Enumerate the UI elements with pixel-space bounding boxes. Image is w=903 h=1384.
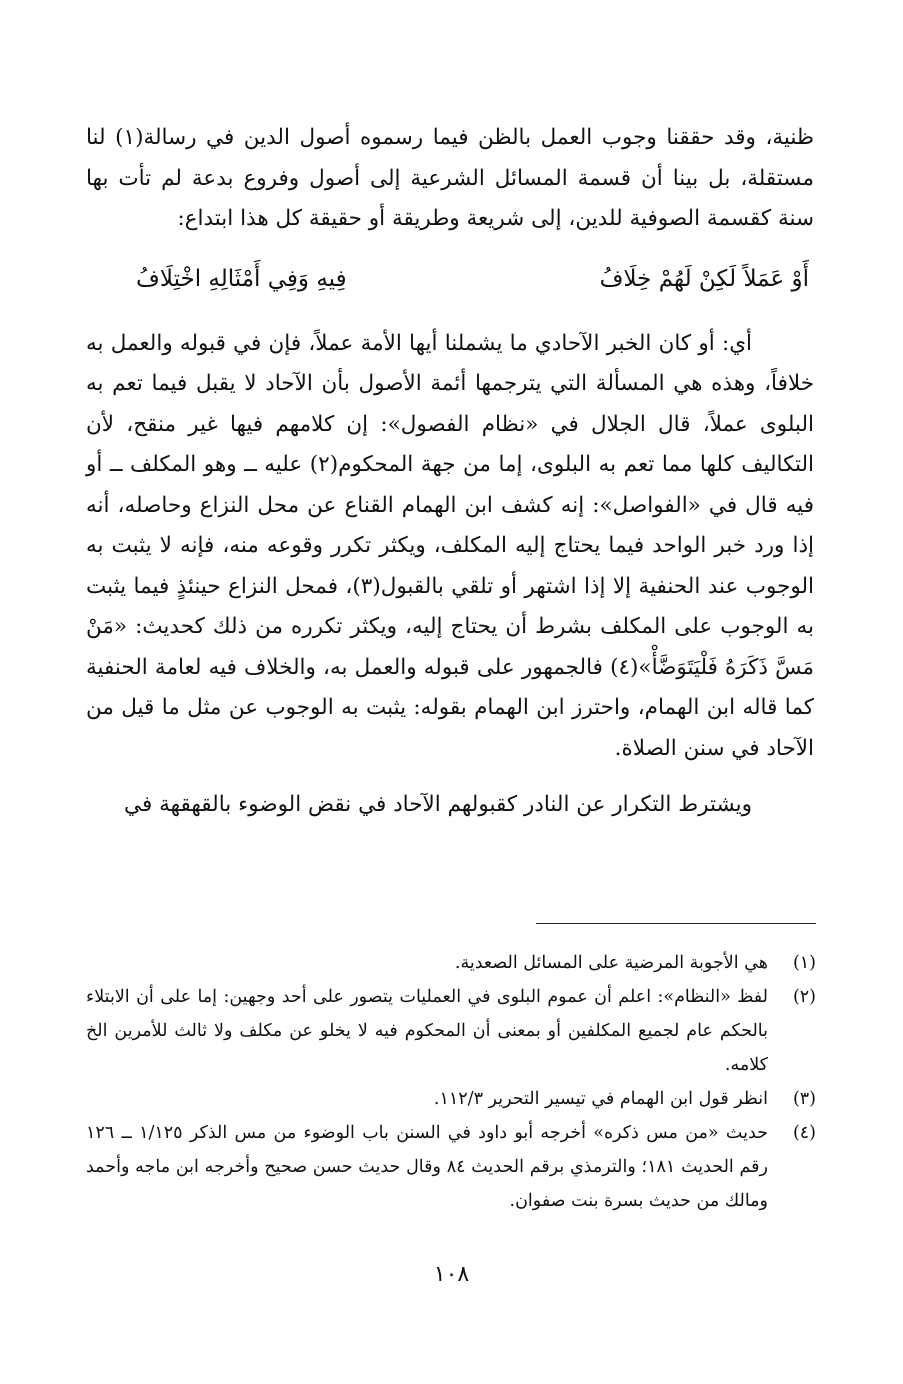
- main-text: [86, 104, 814, 826]
- footnote-text: لفظ «النظام»: اعلم أن عموم البلوى في العمليات يتصور على أحد وجهين: إما على أن الابتلاء بالحكم عام لجميع المكلفين أو بمعنى أن المحكوم فيه لا يخلو عن مكلف ولا ثالث للأمرين الخ كلامه.: [86, 987, 768, 1075]
- footnote-number: (٤): [792, 1123, 816, 1143]
- footnote-number: (٢): [792, 987, 816, 1007]
- verse-second-hemistich: فِيهِ وَفِي أَمْثَالِهِ اخْتِلَافُ: [136, 265, 347, 292]
- paragraph-1: ظنية، وقد حققنا وجوب العمل بالظن فيما رسموه أصول الدين في رسالة(١) لنا مستقلة، بل بينا أن قسمة المسائل الشرعية إلى أصول وفروع بدعة لم تأت بها سنة كقسمة الصوفية للدين، إلى شريعة وطريقة أو حقيقة كل هذا ابتداع:: [86, 125, 815, 231]
- footnote: [86, 946, 816, 980]
- footnote-text: هي الأجوبة المرضية على المسائل الصعدية.: [454, 953, 768, 973]
- footnote: [86, 1116, 816, 1218]
- footnote: [86, 980, 816, 1082]
- footnotes: [86, 946, 816, 1218]
- verse-first-hemistich: أَوْ عَمَلاً لَكِنْ لَهُمْ خِلَافُ: [599, 265, 809, 292]
- footnote-number: (١): [792, 953, 816, 973]
- poetry-verse: [86, 248, 814, 310]
- footnote-text: حديث «من مس ذكره» أخرجه أبو داود في السنن باب الوضوء من مس الذكر ١/١٢٥ ــ ١٢٦ رقم الحديث ١٨١؛ والترمذي برقم الحديث ٨٤ وقال حديث حسن صحيح وأخرجه ابن ماجه وأحمد ومالك من حديث بسرة بنت صفوان.: [86, 1123, 768, 1211]
- page-number: ١٠٨: [433, 1262, 470, 1287]
- footnote: [86, 1082, 816, 1116]
- paragraph-2: أي: أو كان الخبر الآحادي ما يشملنا أيها الأمة عملاً، فإن في قبوله والعمل به خلافاً، وهذه هي المسألة التي يترجمها أئمة الأصول بأن الآحاد لا يقبل فيما تعم به البلوى عملاً، قال الجلال في «نظام الفصول»: إن كلامهم فيها غير منقح، لأن التكاليف كلها مما تعم به البلوى، إما من جهة المحكوم(٢) عليه ــ وهو المكلف ــ أو فيه قال في «الفواصل»: إنه كشف ابن الهمام القناع عن محل النزاع وحاصله، أنه إذا ورد خبر الواحد فيما يحتاج إليه المكلف، ويكثر تكرر وقوعه منه، فإنه لا يثبت به الوجوب عند الحنفية إلا إذا اشتهر أو تلقي بالقبول(٣)، فمحل النزاع حينئذٍ فيما يثبت به الوجوب على المكلف بشرط أن يحتاج إليه، ويكثر تكرره من ذلك كحديث: «مَنْ مَسَّ ذَكَرَهُ فَلْيَتَوَضَّأْ»(٤) فالجمهور على قبوله والعمل به، والخلاف فيه لعامة الحنفية كما قاله ابن الهمام، واحترز ابن الهمام بقوله: يثبت به الوجوب عن مثل ما قيل من الآحاد في سنن الصلاة.: [86, 330, 815, 761]
- paragraph-3: ويشترط التكرار عن النادر كقبولهم الآحاد في نقض الوضوء بالقهقهة في: [124, 792, 752, 817]
- footnote-number: (٣): [792, 1089, 816, 1109]
- footnote-separator: [536, 923, 816, 924]
- footnote-text: انظر قول ابن الهمام في تيسير التحرير ١١٢/٣.: [433, 1089, 768, 1109]
